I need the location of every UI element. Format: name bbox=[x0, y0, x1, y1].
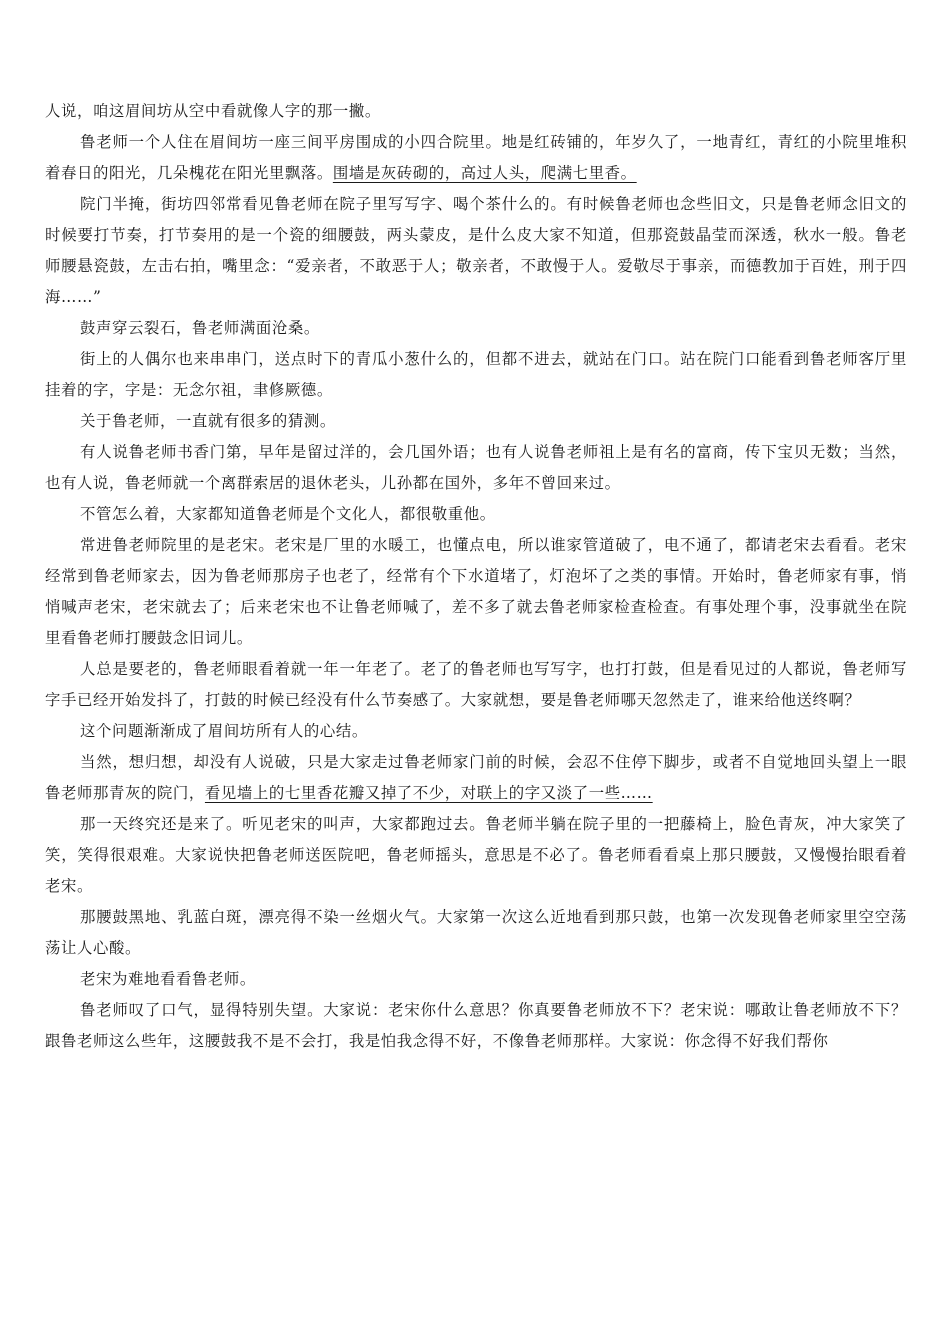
paragraph-8: 不管怎么着，大家都知道鲁老师是个文化人，都很敬重他。 bbox=[80, 505, 496, 523]
paragraph-6: 关于鲁老师，一直就有很多的猜测。 bbox=[80, 412, 336, 430]
paragraph-7: 有人说鲁老师书香门第，早年是留过洋的，会几国外语；也有人说鲁老师祖上是有名的富商，传下宝贝无数；当然，也有人说，鲁老师就一个离群索居的退休老头，儿孙都在国外，多年不曾回来过。 bbox=[45, 443, 907, 492]
paragraph-16: 鲁老师叹了口气，显得特别失望。大家说：老宋你什么意思？你真要鲁老师放不下？老宋说：哪敢让鲁老师放不下？跟鲁老师这么些年，这腰鼓我不是不会打，我是怕我念得不好，不像鲁老师那样。大家说：你念得不好我们帮你 bbox=[45, 1001, 907, 1050]
paragraph-13: 那一天终究还是来了。听见老宋的叫声，大家都跑过去。鲁老师半躺在院子里的一把藤椅上，脸色青灰，冲大家笑了笑，笑得很艰难。大家说快把鲁老师送医院吧，鲁老师摇头，意思是不必了。鲁老师看看桌上那只腰鼓，又慢慢抬眼看着老宋。 bbox=[45, 815, 907, 895]
paragraph-5: 街上的人偶尔也来串串门，送点时下的青瓜小葱什么的，但都不进去，就站在门口。站在院门口能看到鲁老师客厅里挂着的字，字是：无念尔祖，聿修厥德。 bbox=[45, 350, 907, 399]
paragraph-15: 老宋为难地看看鲁老师。 bbox=[80, 970, 256, 988]
paragraph-11: 这个问题渐渐成了眉间坊所有人的心结。 bbox=[80, 722, 368, 740]
paragraph-3: 院门半掩，街坊四邻常看见鲁老师在院子里写写字、喝个茶什么的。有时候鲁老师也念些旧文，只是鲁老师念旧文的时候要打节奏，打节奏用的是一个瓷的细腰鼓，两头蒙皮，是什么皮大家不知道，但那瓷鼓晶莹而深透，秋水一般。鲁老师腰悬瓷鼓，左击右拍，嘴里念：“爱亲者，不敢恶于人；敬亲者，不敢慢于人。爱敬尽于事亲，而德教加于百姓，刑于四海……” bbox=[45, 195, 907, 306]
paragraph-12: 当然，想归想，却没有人说破，只是大家走过鲁老师家门前的时候，会忍不住停下脚步，或者不自觉地回头望上一眼鲁老师那青灰的院门，看见墙上的七里香花瓣又掉了不少，对联上的字又淡了一些…… bbox=[45, 753, 907, 802]
paragraph-1: 人说，咱这眉间坊从空中看就像人字的那一撇。 bbox=[45, 102, 381, 120]
paragraph-14: 那腰鼓黑地、乳蓝白斑，漂亮得不染一丝烟火气。大家第一次这么近地看到那只鼓，也第一次发现鲁老师家里空空荡荡让人心酸。 bbox=[45, 908, 907, 957]
underlined-sentence-wall: 围墙是灰砖砌的，高过人头，爬满七里香。 bbox=[332, 164, 637, 182]
paragraph-2: 鲁老师一个人住在眉间坊一座三间平房围成的小四合院里。地是红砖铺的，年岁久了，一地青红，青红的小院里堆积着春日的阳光，几朵槐花在阳光里飘落。围墙是灰砖砌的，高过人头，爬满七里香。 bbox=[45, 133, 907, 182]
underlined-sentence-petals: 看见墙上的七里香花瓣又掉了不少，对联上的字又淡了一些…… bbox=[204, 784, 653, 802]
paragraph-9: 常进鲁老师院里的是老宋。老宋是厂里的水暖工，也懂点电，所以谁家管道破了，电不通了，都请老宋去看看。老宋经常到鲁老师家去，因为鲁老师那房子也老了，经常有个下水道堵了，灯泡坏了之类的事情。开始时，鲁老师家有事，悄悄喊声老宋，老宋就去了；后来老宋也不让鲁老师喊了，差不多了就去鲁老师家检查检查。有事处理个事，没事就坐在院里看鲁老师打腰鼓念旧词儿。 bbox=[45, 536, 907, 647]
paragraph-4: 鼓声穿云裂石，鲁老师满面沧桑。 bbox=[80, 319, 320, 337]
paragraph-10: 人总是要老的，鲁老师眼看着就一年一年老了。老了的鲁老师也写写字，也打打鼓，但是看见过的人都说，鲁老师写字手已经开始发抖了，打鼓的时候已经没有什么节奏感了。大家就想，要是鲁老师哪天忽然走了，谁来给他送终啊？ bbox=[45, 660, 907, 709]
document-page bbox=[45, 96, 907, 1057]
